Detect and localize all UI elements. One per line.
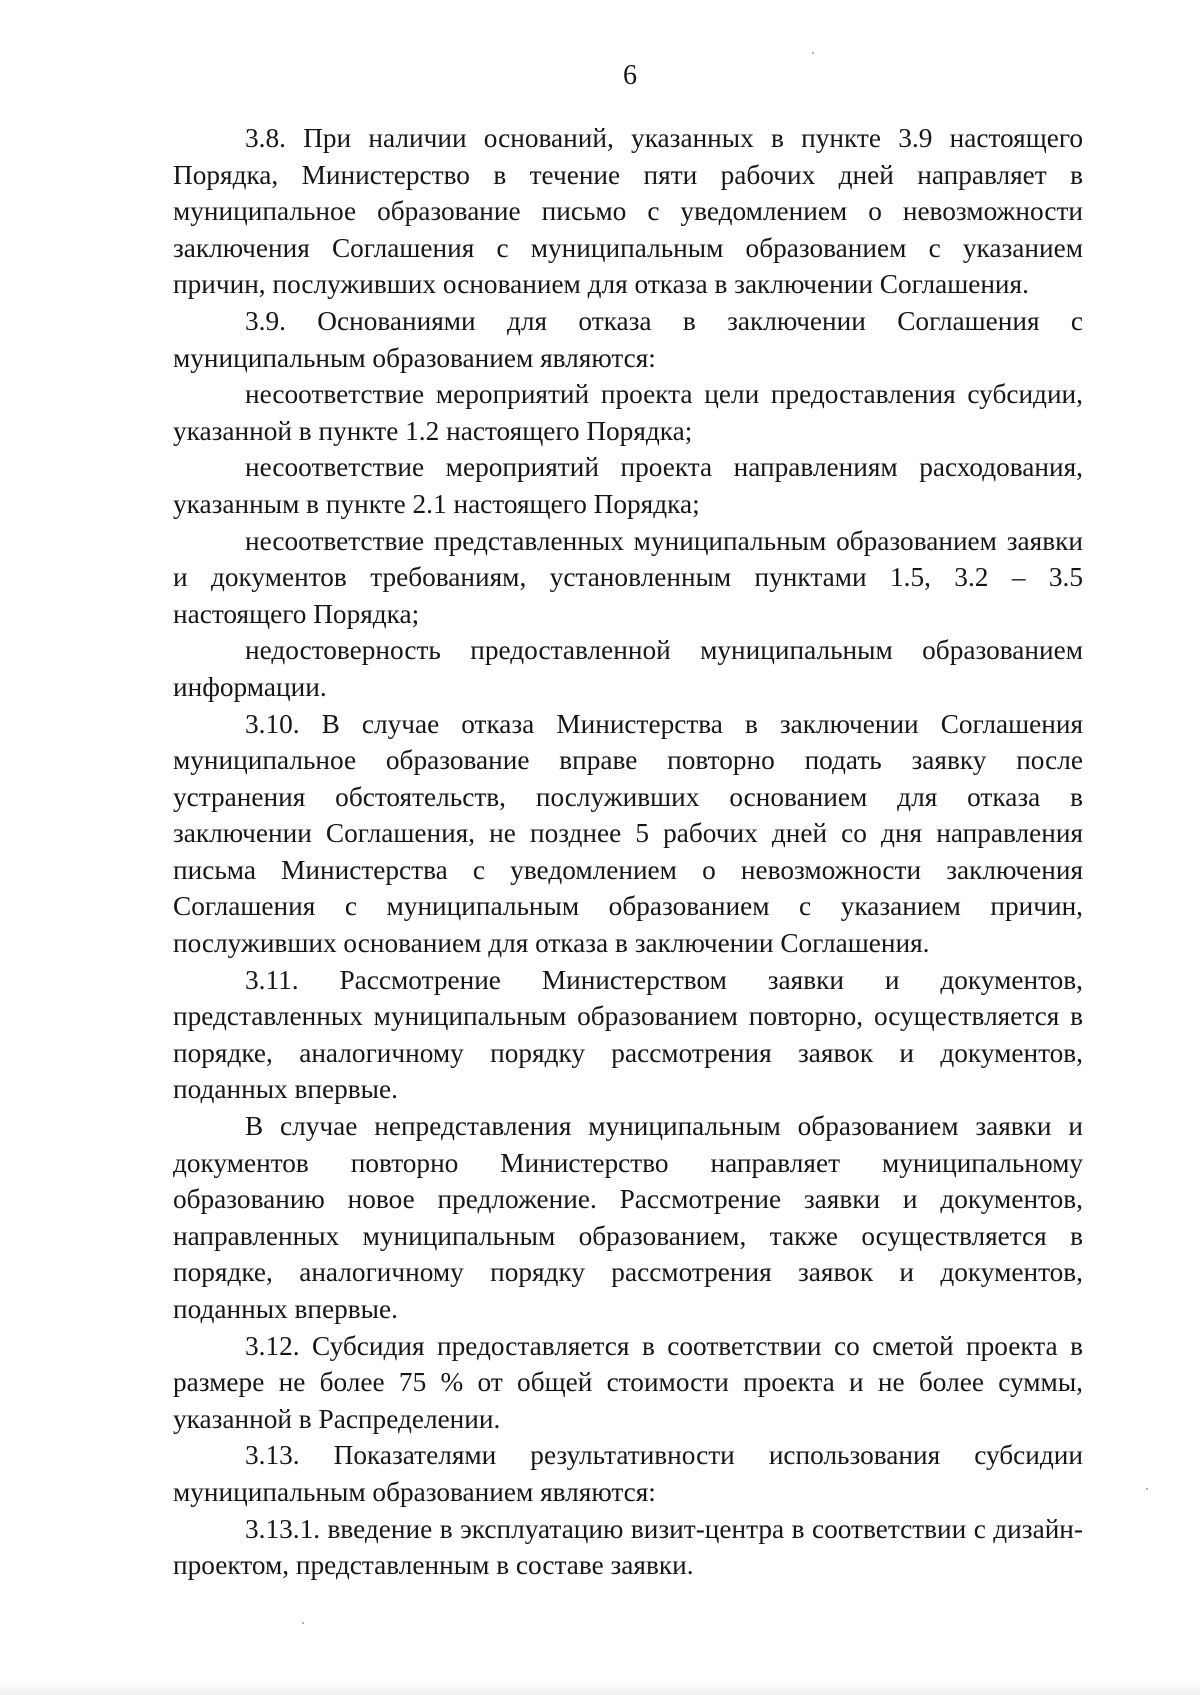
scan-bottom-edge [0, 1680, 1200, 1695]
document-body [173, 120, 1083, 1584]
paragraph-non-submission: В случае непредставления муниципальным образованием заявки и документов повторно Министерство направляет муниципальному образованию новое предложение. Рассмотрение заявки и документов, направленных муниципальным образованием, также осуществляется в порядке, аналогичному порядку рассмотрения заявок и документов, поданных впервые. [173, 1111, 1083, 1324]
paragraph-3-13: 3.13. Показателями результативности использования субсидии муниципальным образованием являются: [173, 1440, 1083, 1507]
scan-speck [302, 1622, 304, 1624]
list-item-requirements-mismatch: несоответствие представленных муниципальным образованием заявки и документов требованиям, установленным пунктами 1.5, 3.2 – 3.5 настоящего Порядка; [173, 525, 1083, 629]
scan-speck [812, 52, 814, 54]
page-number: 6 [623, 60, 637, 91]
scan-speck [1146, 1488, 1148, 1490]
paragraph-3-10: 3.10. В случае отказа Министерства в заключении Соглашения муниципальное образование вправе повторно подать заявку после устранения обстоятельств, послуживших основанием для отказа в заключении Соглашения, не позднее 5 рабочих дней со дня направления письма Министерства с уведомлением о невозможности заключения Соглашения с муниципальным образованием с указанием причин, послуживших основанием для отказа в заключении Соглашения. [173, 708, 1083, 959]
paragraph-3-13-1: 3.13.1. введение в эксплуатацию визит-центра в соответствии с дизайн-проектом, представленным в составе заявки. [173, 1513, 1083, 1581]
paragraph-3-11: 3.11. Рассмотрение Министерством заявки и документов, представленных муниципальным образованием повторно, осуществляется в порядке, аналогичному порядку рассмотрения заявок и документов, поданных впервые. [173, 964, 1083, 1105]
paragraph-3-9: 3.9. Основаниями для отказа в заключении Соглашения с муниципальным образованием являются: [173, 305, 1083, 373]
list-item-unreliable-info: недостоверность предоставленной муниципальным образованием информации. [173, 635, 1083, 702]
paragraph-3-12: 3.12. Субсидия предоставляется в соответствии со сметой проекта в размере не более 75 % от общей стоимости проекта и не более суммы, указанной в Распределении. [173, 1330, 1083, 1434]
list-item-goal-mismatch: несоответствие мероприятий проекта цели предоставления субсидии, указанной в пункте 1.2 настоящего Порядка; [173, 379, 1083, 446]
paragraph-3-8: 3.8. При наличии оснований, указанных в пункте 3.9 настоящего Порядка, Министерство в течение пяти рабочих дней направляет в муниципальное образование письмо с уведомлением о невозможности заключения Соглашения с муниципальным образованием с указанием причин, послуживших основанием для отказа в заключении Соглашения. [173, 123, 1083, 300]
list-item-direction-mismatch: несоответствие мероприятий проекта направлениям расходования, указанным в пункте 2.1 настоящего Порядка; [173, 452, 1083, 519]
